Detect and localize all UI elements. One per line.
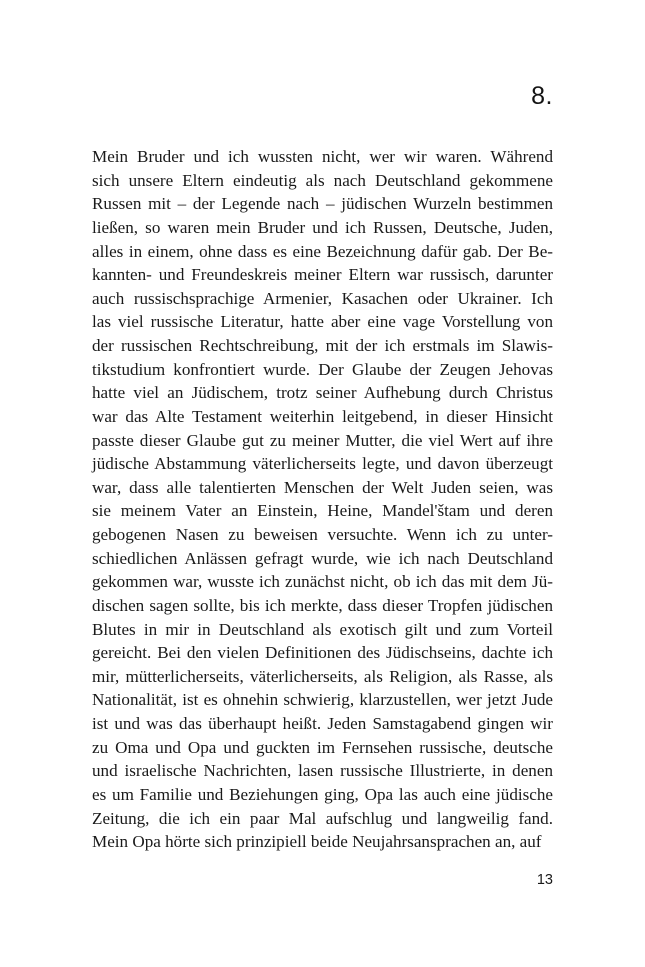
text-line: auch russischsprachige Armenier, Kasachen oder Ukrainer. Ich (92, 288, 553, 308)
text-line: hatte viel an Jüdischem, trotz seiner Aufhebung durch Christus (92, 383, 553, 403)
text-line: gereicht. Bei den vielen Definitionen des Jüdischseins, dachte ich (92, 643, 553, 663)
text-line: tikstudium konfrontiert wurde. Der Glaube der Zeugen Jehovas (92, 359, 553, 379)
text-line: gebogenen Nasen zu beweisen versuchte. Wenn ich zu unter- (92, 525, 553, 544)
body-text-block (92, 145, 553, 854)
text-line: alles in einem, ohne dass es eine Bezeichnung dafür gab. Der Be- (92, 241, 553, 261)
chapter-number: 8. (531, 82, 553, 110)
text-line: Zeitung, die ich ein paar Mal aufschlug und langweilig fand. (92, 808, 553, 828)
text-line: ließen, so waren mein Bruder und ich Russen, Deutsche, Juden, (92, 217, 553, 237)
text-line: jüdische Abstammung väterlicherseits legte, und davon überzeugt (92, 454, 553, 474)
text-line: der russischen Rechtschreibung, mit der ich erstmals im Slawis- (92, 336, 553, 355)
text-line: mir, mütterlicherseits, väterlicherseits, als Religion, als Rasse, als (92, 666, 553, 686)
text-line: Mein Bruder und ich wussten nicht, wer wir waren. Während (92, 147, 553, 166)
text-line: Russen mit – der Legende nach – jüdischen Wurzeln bestimmen (92, 194, 553, 214)
text-line: schiedlichen Anlässen gefragt wurde, wie ich nach Deutschland (92, 548, 553, 568)
text-line: sich unsere Eltern eindeutig als nach Deutschland gekommene (92, 170, 553, 190)
text-line: ist und was das überhaupt heißt. Jeden Samstagabend gingen wir (92, 714, 553, 733)
text-line: Blutes in mir in Deutschland als exotisch gilt und zum Vorteil (92, 619, 553, 639)
text-line: war das Alte Testament weiterhin leitgebend, in dieser Hinsicht (92, 406, 553, 426)
text-line: war, dass alle talentierten Menschen der Welt Juden seien, was (92, 477, 553, 497)
text-line: Nationalität, ist es ohnehin schwierig, klarzustellen, wer jetzt Jude (92, 690, 553, 710)
text-line: und israelische Nachrichten, lasen russische Illustrierte, in denen (92, 761, 553, 781)
text-line: las viel russische Literatur, hatte aber eine vage Vorstellung von (92, 312, 553, 332)
text-line: sie meinem Vater an Einstein, Heine, Mandel'štam und deren (92, 501, 553, 521)
text-line: kannten- und Freundeskreis meiner Eltern war russisch, darunter (92, 265, 553, 285)
text-line: dischen sagen sollte, bis ich merkte, dass dieser Tropfen jüdischen (92, 595, 553, 615)
page-number: 13 (536, 872, 553, 888)
text-line: gekommen war, wusste ich zunächst nicht, ob ich das mit dem Jü- (92, 572, 553, 592)
text-line: Mein Opa hörte sich prinzipiell beide Neujahrsansprachen an, auf (92, 832, 542, 852)
text-line: es um Familie und Beziehungen ging, Opa las auch eine jüdische (92, 784, 553, 804)
text-line: zu Oma und Opa und guckten im Fernsehen russische, deutsche (92, 737, 553, 757)
text-line: passte dieser Glaube gut zu meiner Mutter, die viel Wert auf ihre (92, 430, 553, 450)
